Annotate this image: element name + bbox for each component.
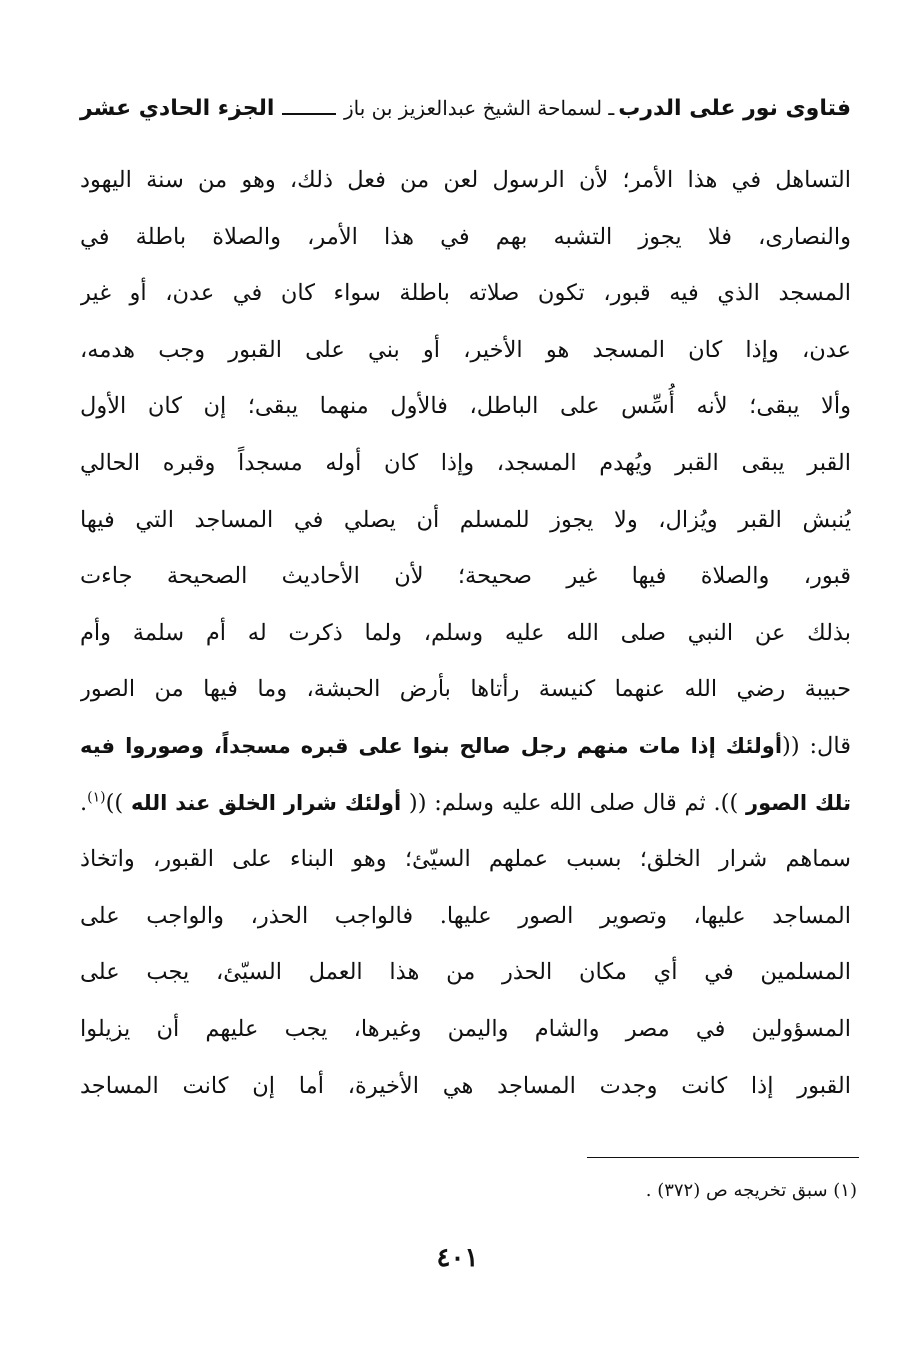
- hadith-quote-line: [80, 775, 851, 832]
- header-part-title: الجزء الحادي عشر: [80, 95, 275, 121]
- text-line: المسجد الذي فيه قبور، تكون صلاته باطلة سواء كان في عدن، أو غير: [80, 280, 851, 307]
- header-rule: [282, 113, 336, 115]
- hadith-quote-text: أولئك إذا مات منهم رجل صالح بنوا على قبره مسجداً، وصوروا فيه: [80, 733, 783, 758]
- text-line: يُنبش القبر ويُزال، ولا يجوز للمسلم أن يصلي في المساجد التي فيها: [80, 506, 851, 533]
- text-line: حبيبة رضي الله عنهما كنيسة رأتاها بأرض الحبشة، وما فيها من الصور: [80, 676, 851, 703]
- quote-end: .: [80, 789, 88, 816]
- text-line: التساهل في هذا الأمر؛ لأن الرسول لعن من فعل ذلك، وهو من سنة اليهود: [80, 167, 851, 193]
- hadith-quote-text: أولئك شرار الخلق عند الله: [130, 790, 402, 815]
- header-author: ـ لسماحة الشيخ عبدالعزيز بن باز: [343, 96, 615, 120]
- text-line: قبور، والصلاة فيها غير صحيحة؛ لأن الأحاديث الصحيحة جاءت: [80, 563, 851, 590]
- hadith-quote-text: تلك الصور: [746, 790, 851, 815]
- quote-close: )): [105, 789, 131, 816]
- text-line: سماهم شرار الخلق؛ بسبب عملهم السيّئ؛ وهو البناء على القبور، واتخاذ: [80, 846, 851, 873]
- page-number: ٤٠١: [436, 1243, 479, 1273]
- text-line: المسلمين في أي مكان الحذر من هذا العمل السيّئ، يجب على: [80, 959, 851, 986]
- text-line: المساجد عليها، وتصوير الصور عليها. فالواجب الحذر، والواجب على: [80, 902, 851, 929]
- text-line: القبر يبقى القبر ويُهدم المسجد، وإذا كان أوله مسجداً وقبره الحالي: [80, 449, 851, 476]
- text-line: عدن، وإذا كان المسجد هو الأخير، أو بني على القبور وجب هدمه،: [80, 336, 851, 363]
- text-line: المسؤولين في مصر والشام واليمن وغيرها، يجب عليهم أن يزيلوا: [80, 1015, 851, 1042]
- footnote-divider: [587, 1157, 859, 1158]
- main-text: [80, 152, 851, 1114]
- text-line: والنصارى، فلا يجوز التشبه بهم في هذا الأمر، والصلاة باطلة في: [80, 223, 851, 250]
- footnote-reference[interactable]: (١): [87, 789, 106, 806]
- text-line: القبور إذا كانت وجدت المساجد هي الأخيرة، أما إن كانت المساجد: [80, 1072, 851, 1099]
- hadith-quote-line: [80, 718, 851, 775]
- quote-prefix: قال: ((: [782, 732, 851, 759]
- text-line: وألا يبقى؛ لأنه أُسِّس على الباطل، فالأول منهما يبقى؛ إن كان الأول: [80, 393, 851, 420]
- running-header: [80, 88, 851, 128]
- header-book-title: فتاوى نور على الدرب: [618, 95, 851, 121]
- quote-connector: )). ثم قال صلى الله عليه وسلم: ((: [401, 789, 747, 816]
- text-line: بذلك عن النبي صلى الله عليه وسلم، ولما ذكرت له أم سلمة وأم: [80, 619, 851, 646]
- footnote: (١) سبق تخريجه ص (٣٧٢) .: [645, 1180, 857, 1201]
